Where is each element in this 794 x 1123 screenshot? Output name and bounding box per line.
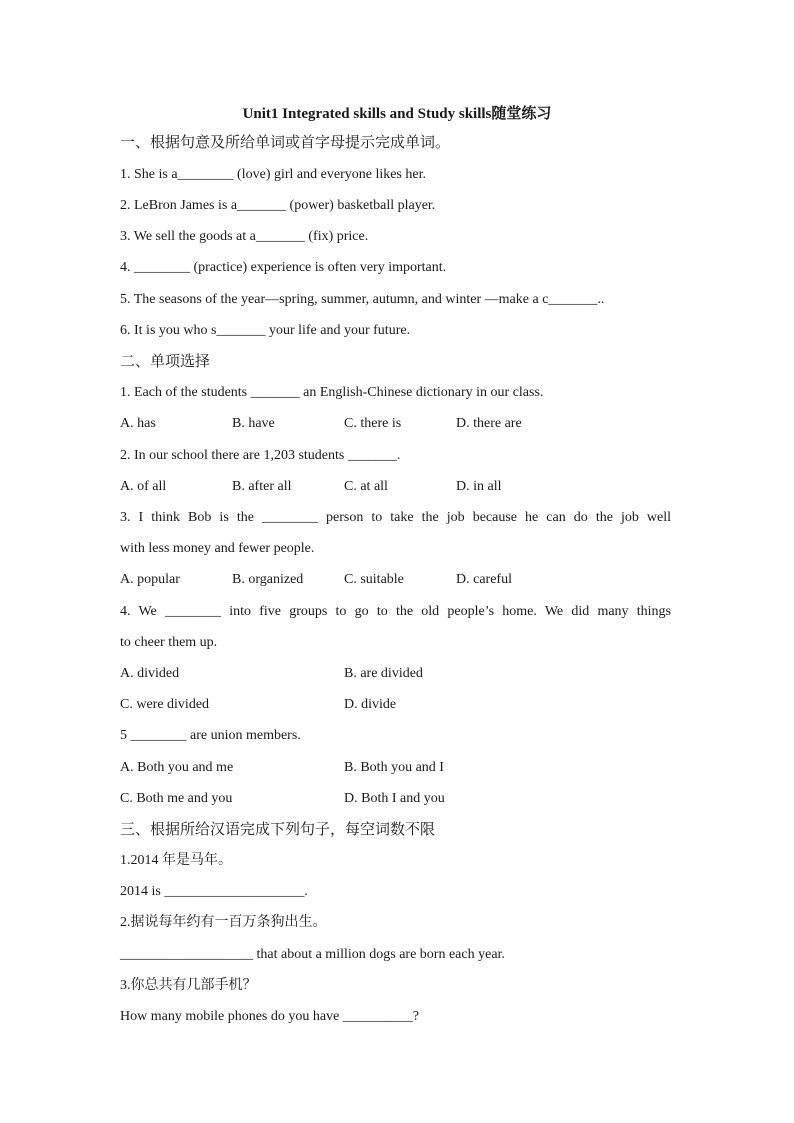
mc-q5-option-a: A. Both you and me <box>120 760 234 775</box>
mc-q1-option-c: C. there is <box>344 416 402 431</box>
mc-q2-option-b: B. after all <box>232 479 292 494</box>
fill-item-2: 2. LeBron James is a_______ (power) basketball player. <box>120 198 436 213</box>
fill-item-5: 5. The seasons of the year—spring, summer, autumn, and winter —make a c_______.. <box>120 292 605 307</box>
section3-heading: 三、根据所给汉语完成下列句子，每空词数不限 <box>120 822 436 838</box>
mc-q5-option-d: D. Both I and you <box>344 791 445 806</box>
mc-question-3-line1: 3. I think Bob is the ________ person to take the job because he can do the job well <box>120 510 671 525</box>
mc-q3-option-d: D. careful <box>456 572 512 587</box>
mc-question-4-line2: to cheer them up. <box>120 635 218 650</box>
mc-question-3-line2: with less money and fewer people. <box>120 541 315 556</box>
section2-heading: 二、单项选择 <box>120 354 211 370</box>
mc-q4-option-a: A. divided <box>120 666 180 681</box>
mc-q4-option-d: D. divide <box>344 697 397 712</box>
fill-item-6: 6. It is you who s_______ your life and your future. <box>120 323 411 338</box>
mc-question-2: 2. In our school there are 1,203 students _______. <box>120 448 401 463</box>
translate-item-2-en: ___________________ that about a million dogs are born each year. <box>120 947 505 962</box>
mc-q4-option-c: C. were divided <box>120 697 210 712</box>
mc-question-1: 1. Each of the students _______ an English-Chinese dictionary in our class. <box>120 385 544 400</box>
mc-q5-option-b: B. Both you and I <box>344 760 444 775</box>
mc-q3-option-c: C. suitable <box>344 572 404 587</box>
mc-q2-option-c: C. at all <box>344 479 388 494</box>
translate-item-1-en: 2014 is ____________________. <box>120 884 308 899</box>
mc-q2-option-d: D. in all <box>456 479 502 494</box>
translate-item-1-cn: 1.2014 年是马年。 <box>120 853 232 868</box>
section1-heading: 一、根据句意及所给单词或首字母提示完成单词。 <box>120 135 451 151</box>
mc-q3-option-b: B. organized <box>232 572 304 587</box>
mc-q1-option-b: B. have <box>232 416 275 431</box>
page-title: Unit1 Integrated skills and Study skills随堂练习 <box>242 106 552 122</box>
fill-item-1: 1. She is a________ (love) girl and everyone likes her. <box>120 167 426 182</box>
mc-q5-option-c: C. Both me and you <box>120 791 233 806</box>
mc-question-5: 5 ________ are union members. <box>120 728 301 743</box>
translate-item-2-cn: 2.据说每年约有一百万条狗出生。 <box>120 915 327 930</box>
mc-q1-option-d: D. there are <box>456 416 522 431</box>
translate-item-3-en: How many mobile phones do you have __________? <box>120 1009 420 1024</box>
fill-item-3: 3. We sell the goods at a_______ (fix) price. <box>120 229 369 244</box>
mc-q4-option-b: B. are divided <box>344 666 423 681</box>
mc-q2-option-a: A. of all <box>120 479 167 494</box>
translate-item-3-cn: 3.你总共有几部手机？ <box>120 978 257 993</box>
mc-q3-option-a: A. popular <box>120 572 180 587</box>
fill-item-4: 4. ________ (practice) experience is often very important. <box>120 260 447 275</box>
mc-q1-option-a: A. has <box>120 416 156 431</box>
mc-question-4-line1: 4. We ________ into five groups to go to the old people’s home. We did many things <box>120 604 671 619</box>
